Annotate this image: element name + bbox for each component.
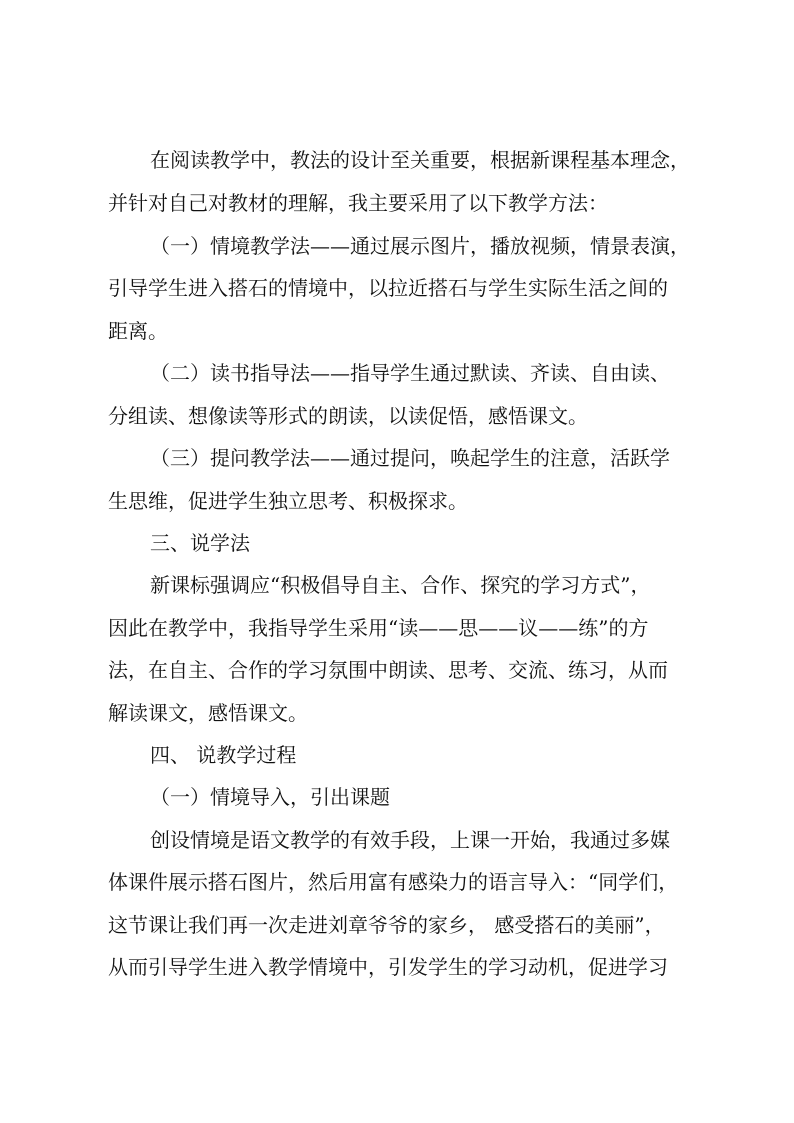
paragraph-line: 距离。 (108, 319, 168, 343)
paragraph-line: 创设情境是语文教学的有效手段，上课一开始，我通过多媒 (150, 828, 670, 852)
paragraph-line: 体课件展示搭石图片，然后用富有感染力的语言导入：“同学们， (108, 870, 679, 894)
section-heading: 三、说学法 (150, 531, 250, 555)
paragraph-line: （三）提问教学法——通过提问，唤起学生的注意，活跃学 (150, 446, 670, 470)
section-heading: 四、 说教学过程 (150, 743, 297, 767)
paragraph-line: （二）读书指导法——指导学生通过默读、齐读、自由读、 (150, 361, 670, 385)
paragraph-line: 解读课文，感悟课文。 (108, 701, 308, 725)
paragraph-line: 生思维，促进学生独立思考、积极探求。 (108, 489, 468, 513)
paragraph-line: 新课标强调应“积极倡导自主、合作、探究的学习方式”， (150, 573, 651, 597)
paragraph-line: 这节课让我们再一次走进刘章爷爷的家乡， 感受搭石的美丽”， (108, 913, 665, 937)
paragraph-line: 引导学生进入搭石的情境中，以拉近搭石与学生实际生活之间的 (108, 276, 668, 300)
paragraph-line: 并针对自己对教材的理解，我主要采用了以下教学方法： (108, 191, 608, 215)
paragraph-line: 从而引导学生进入教学情境中，引发学生的学习动机，促进学习 (108, 955, 668, 979)
paragraph-line: （一）情境教学法——通过展示图片，播放视频，情景表演， (150, 234, 690, 258)
subsection-heading: （一）情境导入，引出课题 (150, 785, 390, 809)
paragraph-line: 在阅读教学中，教法的设计至关重要，根据新课程基本理念， (150, 148, 690, 172)
paragraph-line: 法，在自主、合作的学习氛围中朗读、思考、交流、练习，从而 (108, 658, 668, 682)
paragraph-line: 分组读、想像读等形式的朗读，以读促悟，感悟课文。 (108, 404, 588, 428)
paragraph-line: 因此在教学中，我指导学生采用“读——思——议——练”的方 (108, 616, 649, 640)
